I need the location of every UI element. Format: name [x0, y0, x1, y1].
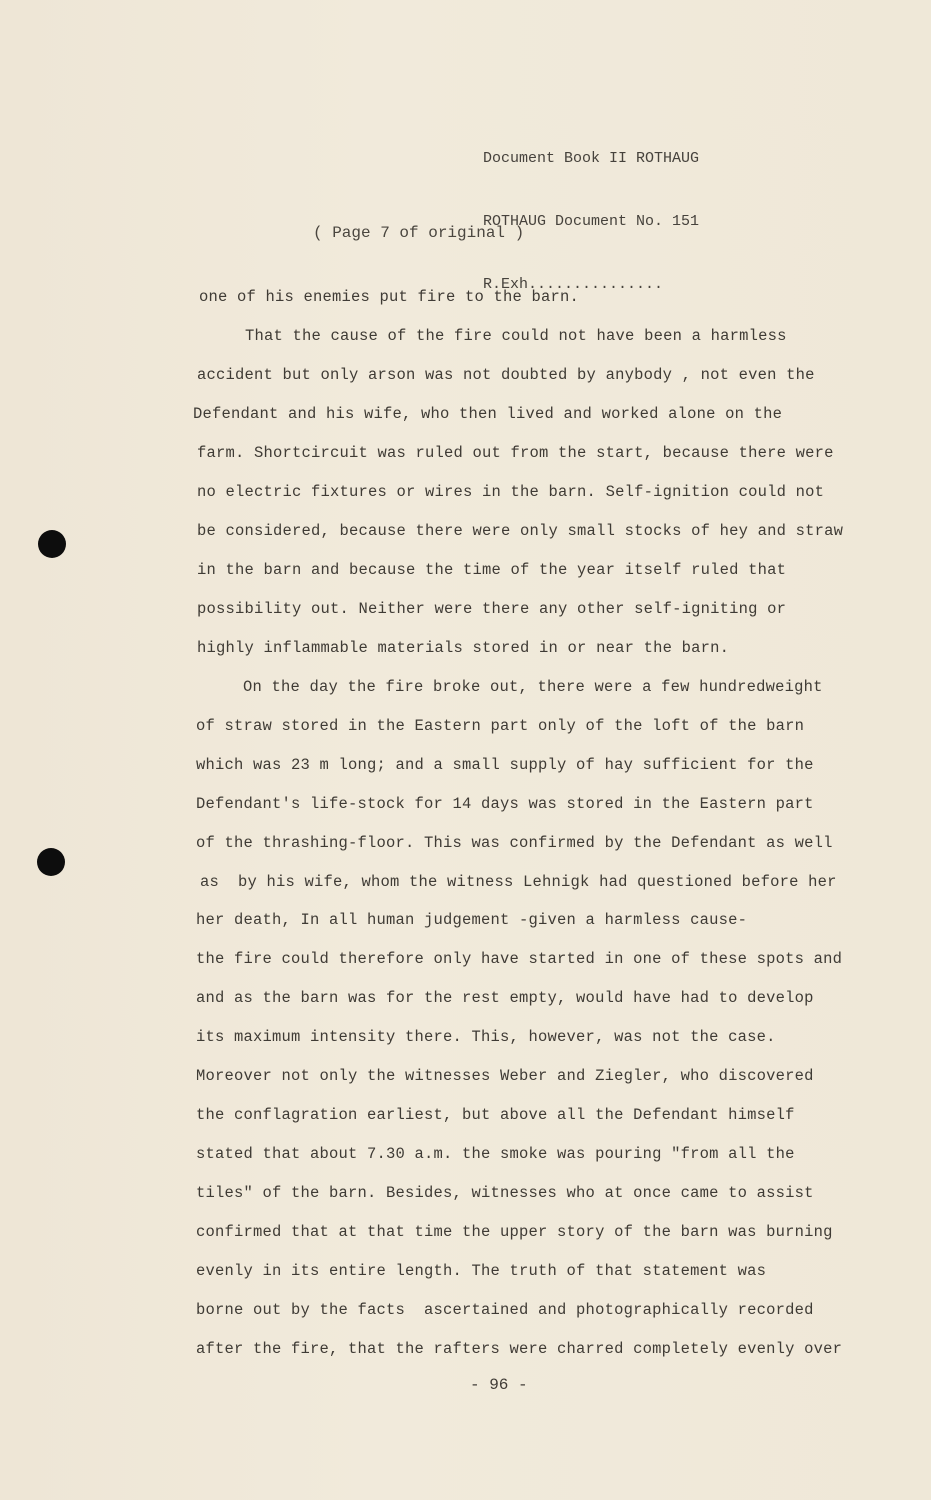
text-line: borne out by the facts ascertained and photographically recorded: [196, 1301, 814, 1319]
header-document-number: ROTHAUG Document No. 151: [483, 213, 700, 230]
text-line: possibility out. Neither were there any other self-igniting or: [197, 600, 787, 618]
text-line: the fire could therefore only have started in one of these spots and: [196, 950, 843, 968]
text-line: its maximum intensity there. This, however, was not the case.: [196, 1028, 776, 1046]
text-line: That the cause of the fire could not have been a harmless: [245, 327, 787, 345]
text-line: as by his wife, whom the witness Lehnigk had questioned before her: [200, 873, 837, 891]
text-line: and as the barn was for the rest empty, would have had to develop: [196, 989, 814, 1007]
text-line: stated that about 7.30 a.m. the smoke was pouring "from all the: [196, 1145, 795, 1163]
header-exhibit: R.Exh...............: [483, 276, 664, 293]
text-line: confirmed that at that time the upper story of the barn was burning: [196, 1223, 833, 1241]
text-line: of straw stored in the Eastern part only of the loft of the barn: [196, 717, 805, 735]
text-line: Defendant and his wife, who then lived and worked alone on the: [193, 405, 783, 423]
text-line: highly inflammable materials stored in or near the barn.: [197, 639, 730, 657]
text-line: of the thrashing-floor. This was confirmed by the Defendant as well: [196, 834, 833, 852]
text-line: no electric fixtures or wires in the barn. Self-ignition could not: [197, 483, 825, 501]
punch-hole-bottom: [37, 848, 65, 876]
page-number: - 96 -: [470, 1376, 528, 1394]
text-line: be considered, because there were only small stocks of hey and straw: [197, 522, 844, 540]
text-line: one of his enemies put fire to the barn.: [199, 288, 580, 306]
text-line: accident but only arson was not doubted by anybody , not even the: [197, 366, 815, 384]
text-line: Defendant's life-stock for 14 days was stored in the Eastern part: [196, 795, 814, 813]
punch-hole-top: [38, 530, 66, 558]
text-line: the conflagration earliest, but above all the Defendant himself: [196, 1106, 795, 1124]
text-line: in the barn and because the time of the year itself ruled that: [197, 561, 787, 579]
text-line: her death, In all human judgement -given a harmless cause-: [196, 911, 748, 929]
text-line: after the fire, that the rafters were charred completely evenly over: [196, 1340, 843, 1358]
text-line: which was 23 m long; and a small supply of hay sufficient for the: [196, 756, 814, 774]
text-line: tiles" of the barn. Besides, witnesses who at once came to assist: [196, 1184, 814, 1202]
page-reference: ( Page 7 of original ): [313, 224, 525, 242]
text-line: evenly in its entire length. The truth of that statement was: [196, 1262, 767, 1280]
text-line: farm. Shortcircuit was ruled out from the start, because there were: [197, 444, 834, 462]
header-document-book: Document Book II ROTHAUG: [483, 150, 700, 167]
text-line: On the day the fire broke out, there were a few hundredweight: [243, 678, 823, 696]
text-line: Moreover not only the witnesses Weber and Ziegler, who discovered: [196, 1067, 814, 1085]
